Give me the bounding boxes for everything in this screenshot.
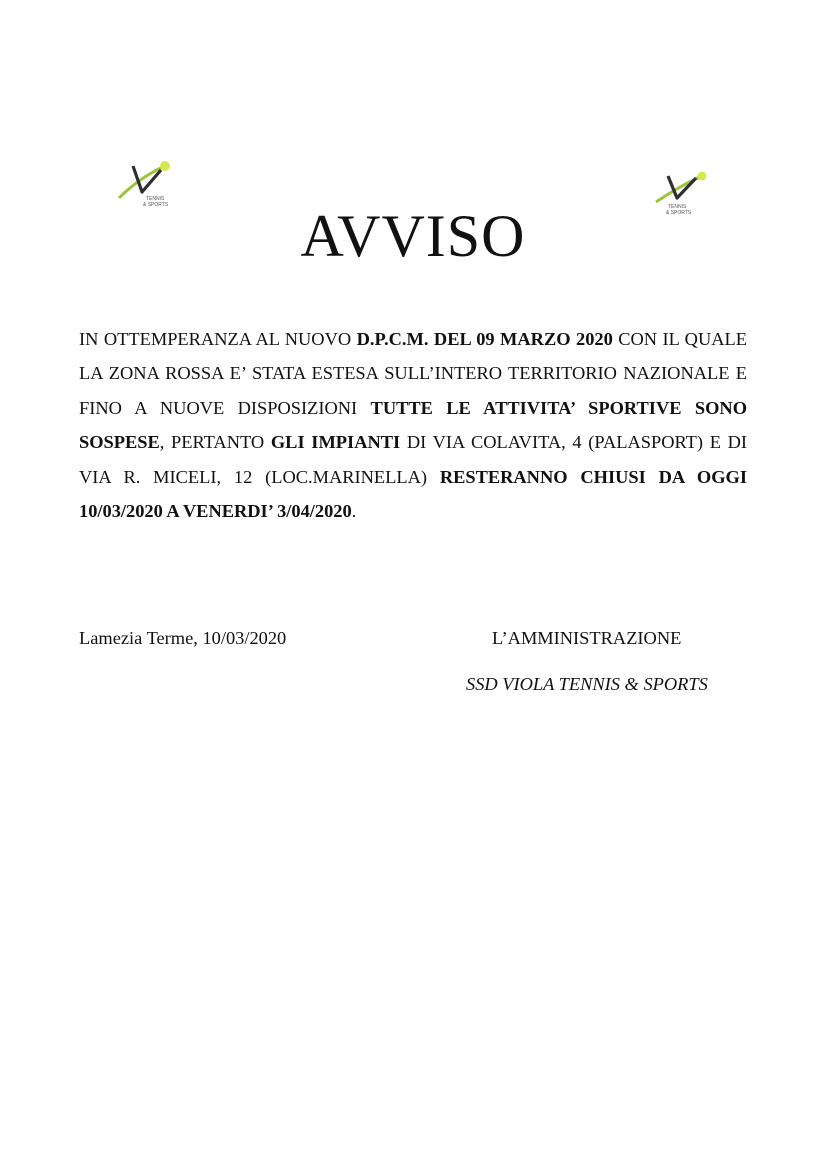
signatory: L’AMMINISTRAZIONE [492, 628, 682, 648]
notice-segment-bold: GLI IMPIANTI [270, 432, 401, 453]
notice-segment: IN OTTEMPERANZA AL NUOVO [79, 329, 357, 349]
logo-text-line1: TENNIS [146, 196, 165, 202]
logo-text-line2: & SPORTS [666, 210, 692, 216]
logo-text-line2: & SPORTS [143, 202, 169, 208]
notice-segment-bold: D.P.C.M. DEL 09 MARZO 2020 [356, 329, 613, 349]
notice-body [79, 322, 747, 528]
notice-segment-bold: TUTTE LE ATTIVITA’ SPORTIVE SONO SOSPESE [79, 397, 747, 453]
logo-text-line1: TENNIS [668, 204, 687, 210]
notice-segment: DI VIA COLAVITA, 4 (PALASPORT) E DI VIA R. MICELI, 12 (LOC.MARINELLA) [79, 432, 748, 487]
notice-segment-bold: RESTERANNO CHIUSI DA OGGI 10/03/2020 A VENERDI’ 3/04/2020 [79, 466, 747, 522]
notice-title: AVVISO [300, 203, 526, 269]
notice-segment: , PERTANTO [159, 432, 271, 453]
notice-segment: CON IL QUALE LA ZONA ROSSA E’ STATA ESTESA SULL’INTERO TERRITORIO NAZIONALE E FINO A NUOVE DISPOSIZIONI [79, 329, 747, 418]
organization-name: SSD VIOLA TENNIS & SPORTS [466, 674, 708, 694]
place-and-date: Lamezia Terme, 10/03/2020 [79, 628, 287, 648]
notice-segment: . [351, 501, 357, 522]
